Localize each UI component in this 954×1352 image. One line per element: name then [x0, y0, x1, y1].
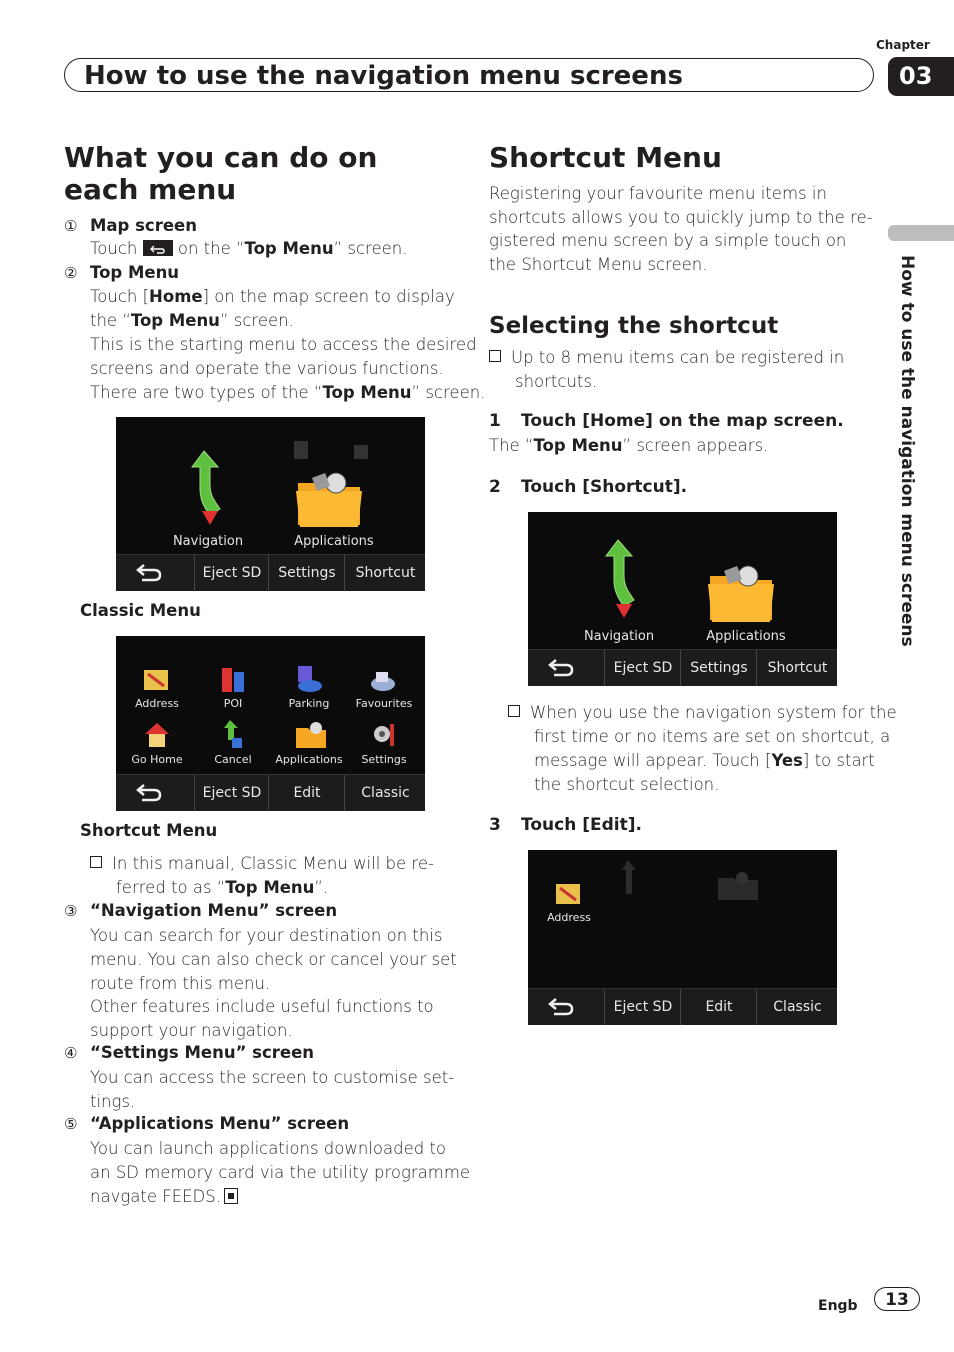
- nav-menu-line-4: Other features include useful functions to: [90, 997, 434, 1016]
- sub-heading-selecting-shortcut: Selecting the shortcut: [489, 313, 779, 339]
- apps-menu-line-1: You can launch applications downloaded to: [90, 1139, 447, 1158]
- screen-bottom-bar: [528, 988, 837, 1025]
- navigation-arrow-icon: [184, 447, 228, 527]
- parking-icon: [294, 664, 324, 694]
- intro-line-1: Registering your favourite menu items in: [489, 184, 827, 203]
- top-menu-line-5: There are two types of the “Top Menu” screen.: [90, 383, 486, 402]
- checkbox-bullet-icon: [489, 350, 501, 362]
- step-1-result: The “Top Menu” screen appears.: [489, 436, 769, 455]
- nav-menu-line-2: menu. You can also check or cancel your set: [90, 950, 457, 969]
- shortcut-label-cancel[interactable]: Cancel: [214, 753, 252, 766]
- step-2-text: Touch [Shortcut].: [521, 477, 688, 497]
- shortcut-button[interactable]: Shortcut: [756, 650, 837, 686]
- eject-sd-button[interactable]: Eject SD: [194, 775, 269, 811]
- address-icon: [142, 666, 172, 694]
- edit-button[interactable]: Edit: [268, 775, 345, 811]
- faded-applications-icon: [716, 870, 760, 902]
- shortcut-label-favourites[interactable]: Favourites: [355, 697, 413, 710]
- back-arrow-icon[interactable]: [546, 995, 576, 1019]
- settings-menu-line-1: You can access the screen to customise set-: [90, 1068, 455, 1087]
- screen-bottom-bar: [116, 774, 425, 811]
- shortcut-label-address[interactable]: Address: [135, 697, 179, 710]
- checkbox-bullet-icon: [508, 705, 520, 717]
- side-tab-marker: [888, 225, 954, 241]
- apps-menu-line-2: an SD memory card via the utility programme: [90, 1163, 471, 1182]
- note-first-time-line-3: message will appear. Touch [Yes] to start: [534, 751, 875, 770]
- top-menu-line-1: Touch [Home] on the map screen to display: [90, 287, 455, 306]
- eject-sd-button[interactable]: Eject SD: [604, 989, 681, 1025]
- section-heading-what-you-can-do: What you can do on each menu: [64, 141, 378, 206]
- poi-icon: [218, 666, 248, 694]
- note-classic-menu-line-2: ferred to as “Top Menu”.: [116, 878, 329, 897]
- item-number-1: ①: [64, 217, 78, 235]
- classic-button[interactable]: Classic: [756, 989, 837, 1025]
- intro-line-4: the Shortcut Menu screen.: [489, 255, 708, 274]
- icon-label-navigation[interactable]: Navigation: [583, 629, 655, 644]
- shortcut-label-parking[interactable]: Parking: [288, 697, 330, 710]
- item-title-map-screen: Map screen: [90, 216, 197, 235]
- settings-button[interactable]: Settings: [268, 555, 345, 591]
- applications-folder-icon: [294, 469, 364, 529]
- shortcut-label-go-home[interactable]: Go Home: [131, 753, 183, 766]
- edit-button[interactable]: Edit: [680, 989, 757, 1025]
- intro-line-3: gistered menu screen by a simple touch on: [489, 231, 847, 250]
- eject-sd-button[interactable]: Eject SD: [194, 555, 269, 591]
- back-arrow-icon[interactable]: [134, 561, 164, 585]
- step-1-number: 1: [489, 411, 501, 431]
- step-1-text: Touch [Home] on the map screen.: [521, 411, 844, 431]
- address-icon: [554, 880, 584, 908]
- checkbox-bullet-icon: [90, 856, 102, 868]
- cancel-route-icon: [220, 718, 246, 750]
- top-menu-line-3: This is the starting menu to access the desired: [90, 335, 477, 354]
- settings-gear-icon: [370, 720, 400, 750]
- note-8-items: Up to 8 menu items can be registered in: [489, 346, 844, 370]
- note-first-time: When you use the navigation system for the: [508, 701, 897, 725]
- step-3-screenshot: [528, 850, 837, 1025]
- nav-menu-line-5: support your navigation.: [90, 1021, 293, 1040]
- section-heading-shortcut-menu: Shortcut Menu: [489, 141, 722, 174]
- item-title-top-menu: Top Menu: [90, 263, 180, 282]
- applications-folder-icon: [706, 562, 776, 626]
- shortcut-button[interactable]: Shortcut: [344, 555, 425, 591]
- item-number-3: ③: [64, 902, 78, 920]
- item-title-settings-menu: “Settings Menu” screen: [90, 1043, 315, 1062]
- screen-bottom-bar: [116, 554, 425, 591]
- shortcut-label-address[interactable]: Address: [547, 911, 591, 924]
- settings-button[interactable]: Settings: [680, 650, 757, 686]
- note-first-time-line-2: first time or no items are set on shortcut, a: [534, 727, 891, 746]
- step-2-number: 2: [489, 477, 501, 497]
- item-title-navigation-menu: “Navigation Menu” screen: [90, 901, 338, 920]
- applications-icon: [294, 720, 328, 750]
- item-number-5: ⑤: [64, 1115, 78, 1133]
- navigation-arrow-icon: [598, 536, 642, 620]
- item-number-4: ④: [64, 1044, 78, 1062]
- favourites-icon: [368, 666, 398, 694]
- apps-menu-line-3: navgate FEEDS.: [90, 1185, 238, 1209]
- note-8-items-line-2: shortcuts.: [515, 372, 598, 391]
- back-key-icon: [143, 240, 173, 256]
- top-menu-line-4: screens and operate the various functions.: [90, 359, 444, 378]
- back-arrow-icon[interactable]: [134, 781, 164, 805]
- chapter-number: 03: [888, 57, 954, 96]
- language-code: Engb: [818, 1298, 858, 1314]
- note-classic-menu: In this manual, Classic Menu will be re-: [90, 852, 434, 876]
- nav-menu-line-3: route from this menu.: [90, 974, 271, 993]
- intro-line-2: shortcuts allows you to quickly jump to the re-: [489, 208, 873, 227]
- back-arrow-icon[interactable]: [546, 656, 576, 680]
- page-header-title: How to use the navigation menu screens: [84, 61, 683, 91]
- step-3-number: 3: [489, 815, 501, 835]
- eject-sd-button[interactable]: Eject SD: [604, 650, 681, 686]
- icon-label-applications[interactable]: Applications: [294, 534, 374, 549]
- shortcut-label-settings[interactable]: Settings: [361, 753, 407, 766]
- icon-label-navigation[interactable]: Navigation: [172, 534, 244, 549]
- faded-navigation-icon: [620, 858, 640, 898]
- item-title-applications-menu: “Applications Menu” screen: [90, 1114, 350, 1133]
- icon-label-applications[interactable]: Applications: [706, 629, 786, 644]
- shortcut-menu-caption: Shortcut Menu: [80, 821, 218, 840]
- item-number-2: ②: [64, 264, 78, 282]
- map-screen-text: Touch on the “Top Menu” screen.: [90, 239, 408, 258]
- shortcut-menu-screenshot: [116, 636, 425, 811]
- classic-button[interactable]: Classic: [344, 775, 425, 811]
- step-2-screenshot: [528, 512, 837, 686]
- top-menu-line-2: the “Top Menu” screen.: [90, 311, 294, 330]
- classic-menu-screenshot: [116, 417, 425, 591]
- screen-bottom-bar: [528, 649, 837, 686]
- shortcut-label-poi[interactable]: POI: [223, 697, 243, 710]
- chapter-label: Chapter: [876, 38, 930, 52]
- note-first-time-line-4: the shortcut selection.: [534, 775, 720, 794]
- end-of-section-icon: [224, 1188, 238, 1204]
- step-3-text: Touch [Edit].: [521, 815, 642, 835]
- settings-menu-line-2: tings.: [90, 1092, 136, 1111]
- side-tab-text: How to use the navigation menu screens: [897, 255, 917, 647]
- classic-menu-caption: Classic Menu: [80, 601, 201, 620]
- nav-menu-line-1: You can search for your destination on this: [90, 926, 443, 945]
- shortcut-label-applications[interactable]: Applications: [275, 753, 343, 766]
- go-home-icon: [142, 720, 172, 750]
- page-number: 13: [874, 1287, 920, 1311]
